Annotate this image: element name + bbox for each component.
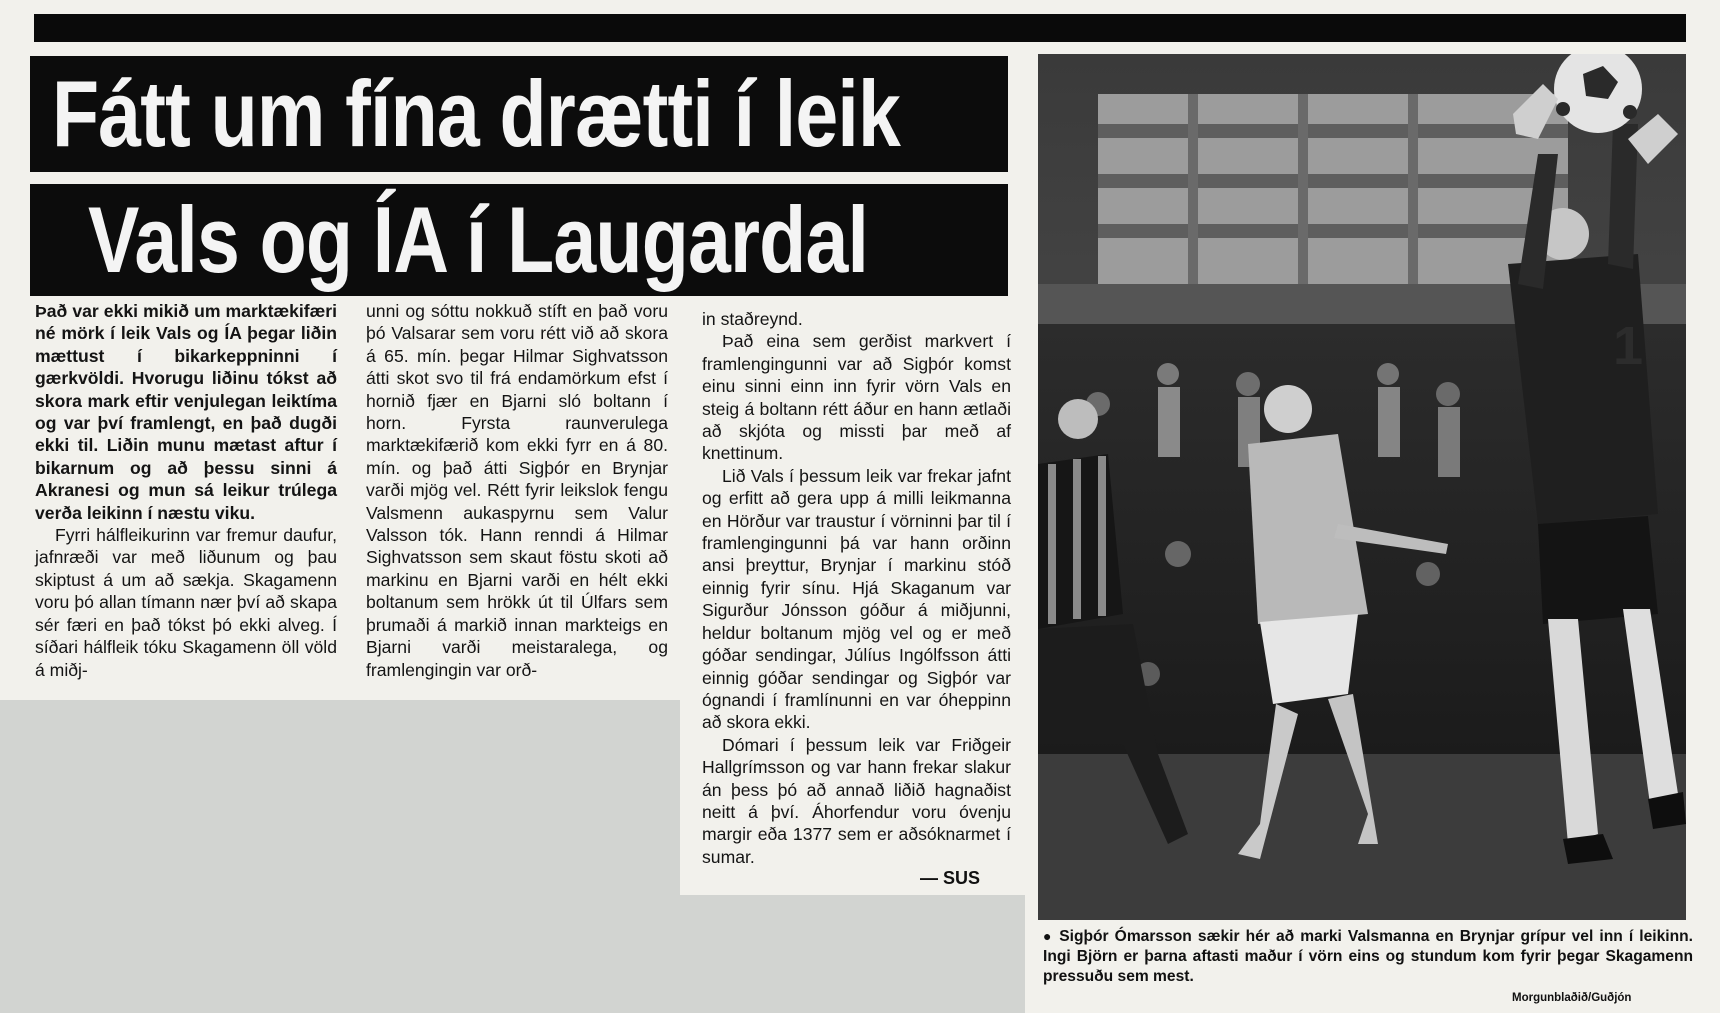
headline-line-1: Fátt um fína drætti í leik <box>30 56 1008 172</box>
photo-caption <box>1043 926 1693 987</box>
article-column-2 <box>366 300 668 681</box>
match-photo <box>1038 54 1686 920</box>
paragraph: in staðreynd. <box>702 309 803 329</box>
jersey-number: 1 <box>1613 316 1644 376</box>
photo-credit: Morgunblaðið/Guðjón <box>1512 992 1632 1004</box>
article-column-3 <box>702 308 1011 868</box>
photo-illustration <box>1038 54 1686 920</box>
paragraph: Það eina sem gerðist markvert í framlengingunni var að Sigþór komst einu sinni einn inn fyrir vörn Vals en steig á boltann rétt áður en hann ætlaði að skjóta og missti þar með af knettinum. <box>702 331 1011 464</box>
paragraph: Lið Vals í þessum leik var frekar jafnt og erfitt að gera upp á milli leikmanna en Hörður var traustur í vörninni þar til í framlengingunni þá var hann orðinn ansi þreyttur, Brynjar í markinu stóð einnig fyrir sínu. Hjá Skaganum var Sigurður Jónsson góður á miðjunni, heldur boltanum mjög vel og er með góðar sendingar, Júlíus Ingólfsson átti einnig góðar sendingar og Sigþór var ógnandi í framlínunni en var óheppinn að skora ekki. <box>702 465 1011 733</box>
author-signature: — SUS <box>920 868 981 888</box>
paragraph: unni og sóttu nokkuð stíft en það voru þó Valsarar sem voru rétt við að skora á 65. mín. þegar Hilmar Sighvatsson átti skot svo til frá endamörkum efst í hornið fjær en Bjarni sló boltann í horn. Fyrsta raunverulega marktækifærið kom ekki fyrr en á 80. mín. og það átti Sigþór en Brynjar varði mjög vel. Rétt fyrir leikslok fengu Valsmenn aukaspyrnu sem Valur Valsson tók. Hann renndi á Hilmar Sighvatsson sem skaut föstu skoti að markinu en Bjarni varði en hélt ekki boltanum sem hrökk út til Úlfars sem þrumaði á markið innan markteigs en Bjarni varði meistaralega, og framlengingin var orð- <box>366 301 668 680</box>
top-rule <box>34 14 1686 42</box>
caption-bullet: ● <box>1043 928 1054 944</box>
paragraph: Dómari í þessum leik var Friðgeir Hallgrímsson og var hann frekar slakur án þess þó að annað liðið hagnaðist neitt á því. Áhorfendur voru óvenju margir eða 1377 sem er aðsóknarmet í sumar. <box>702 734 1011 867</box>
paragraph: Fyrri hálfleikurinn var fremur daufur, jafnræði var með liðunum og þau skiptust á um að sækja. Skagamenn voru þó allan tímann nær því að skapa sér færi en það tókst þó ekki alveg. Í síðari hálfleik tóku Skagamenn öll völd á miðj- <box>35 525 337 680</box>
lead-paragraph: Það var ekki mikið um marktækifæri né mörk í leik Vals og ÍA þegar liðin mættust í bikarkeppninni í gærkvöldi. Hvorugu liðinu tókst að skora mark eftir venjulegan leiktíma og var því framlengt, en það dugði ekki til. Liðin munu mætast aftur í bikarnum og að þessu sinni á Akranesi og mun sá leikur trúlega verða leikinn í næstu viku. <box>35 301 337 523</box>
article-column-1 <box>35 300 337 681</box>
caption-text: Sigþór Ómarsson sækir hér að marki Valsmanna en Brynjar grípur vel inn í leikinn. Ingi Björn er þarna aftasti maður í vörn eins og stundum kom fyrir þegar Skagamenn pressuðu sem mest. <box>1043 928 1693 985</box>
headline-line-2: Vals og ÍA í Laugardal <box>30 184 1008 296</box>
